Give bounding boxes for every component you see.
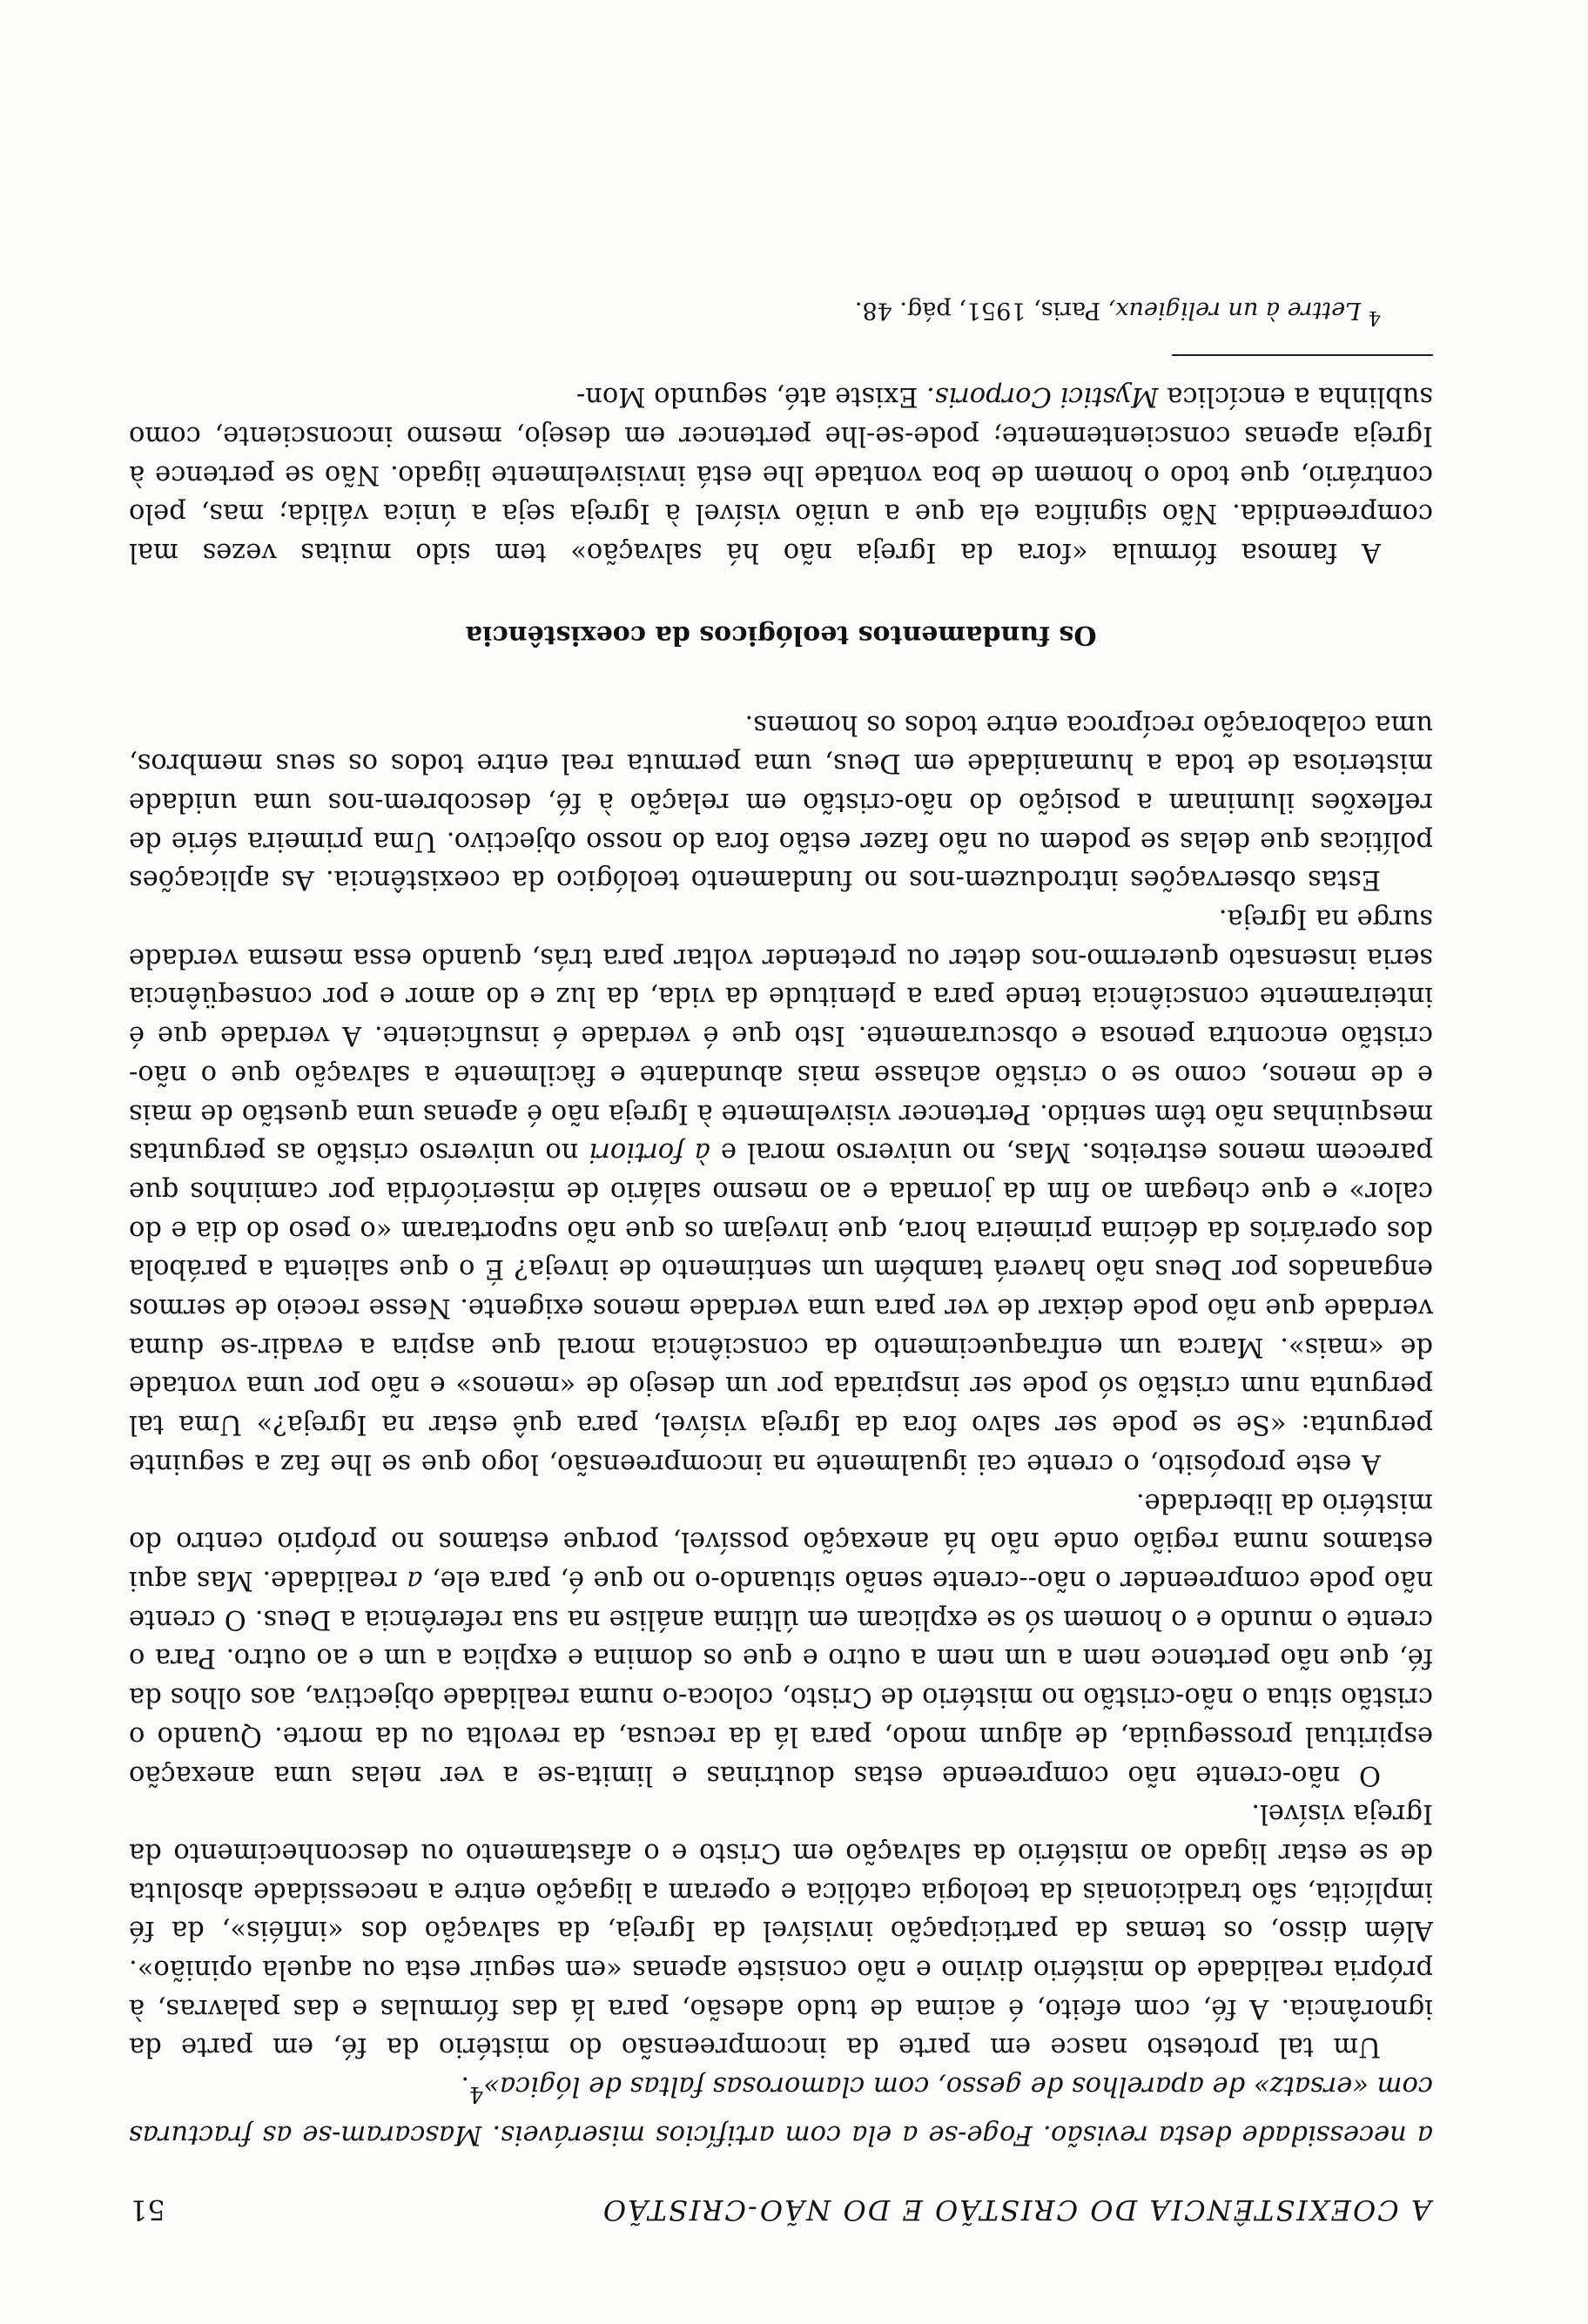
paragraph-4 — [129, 898, 1433, 1482]
page-number: 51 — [130, 2193, 165, 2227]
running-title: A COEXISTÊNCIA DO CRISTÃO E DO NÃO-CRISTÃO — [601, 2193, 1431, 2227]
paragraph-6-text-b: Existe até, segundo Mon- — [575, 381, 918, 413]
footnote-rule — [1172, 354, 1433, 356]
paragraph-6-text-a: A famosa fórmula «fora da Igreja não há salvação» tem sido muitas vezes mal compreendida. Não significa ela que a união visível à Igreja seja a única válida; mas, pelo contrário, que todo o homem de boa vontade lhe está invisivelmente ligado. Não se pertence à Igreja apenas conscientemente; pode-se-lhe pertencer em desejo, mesmo inconsciente, como sublinha a encíclica — [129, 381, 1433, 568]
paragraph-2: Um tal protesto nasce em parte da incompreensão do mistério da fé, em parte da ignorância. A fé, com efeito, é acima de tudo adesão, para lá das fórmulas e das palavras, à própria realidade do mistério divino e não consiste apenas «em seguir esta ou aquela opinião». Além disso, os temas da participação invisível da Igreja, da salvação dos «infiéis», da fé implícita, são tradicionais da teologia católica e operam a ligação entre a necessidade absoluta de se estar ligado ao mistério da salvação em Cristo e o afastamento ou desconhecimento da Igreja visível. — [129, 1798, 1433, 2063]
body-text — [129, 292, 1433, 2153]
footnote-rest: Paris, 1951, pág. 48. — [854, 296, 1101, 324]
paragraph-3 — [129, 1482, 1433, 1794]
paragraph-4-text-b: no universo cristão as perguntas mesquinhas não têm sentido. Pertencer visivelmente à Igreja não é apenas uma questão de mais e de menos, como se o cristão achasse mais abundante e fàcilmente a salvação que o não-cristão encontra penosa e obscuramente. Isto que é verdade é insuficiente. A verdade que é inteiramente consciência tende para a plenitude da vida, da luz e do amor e por conseqüência seria insensato querermo-nos deter ou pretender voltar para trás, quando essa mesma verdade surge na Igreja. — [129, 903, 1433, 1168]
section-heading: Os fundamentos teológicos da coexistência — [465, 619, 1097, 650]
paragraph-5: Estas observações introduzem-nos no fundamento teológico da coexistência. As aplicações políticas que delas se podem ou não fazer estão fora do nosso objectivo. Uma primeira série de reflexões iluminam a posição do não-cristão em relação à fé, descobrem-nos uma unidade misteriosa de toda a humanidade em Deus, uma permuta real entre todos os seus membros, uma colaboração recíproca entre todos os homens. — [129, 709, 1433, 896]
paragraph-4-text-a: A este propósito, o crente cai igualmente na incompreensão, logo que se lhe faz a seguinte pergunta: «Se se pode ser salvo fora da Igreja visível, para quê estar na Igreja?» Uma tal pergunta num cristão só pode ser inspirada por um desejo de «menos» e não por uma vontade de «mais». Marca um enfraquecimento da consciência moral que aspira a evadir-se duma verdade que não pode deixar de ver para uma verdade menos exigente. Nesse receio de sermos enganados por Deus não haverá também um sentimento de inveja? É o que salienta a parábola dos operários da décima primeira hora, que invejam os que não suportaram «o peso do dia e do calor» e que chegam ao fim da jornada e ao mesmo salário de misericórdia por caminhos que parecem menos estreitos. Mas, no universo moral e — [129, 1137, 1433, 1479]
paragraph-3-text-a: O não-crente não compreende estas doutrinas e limita-se a ver nelas uma anexação espiritual prosseguida, de algum modo, para lá da recusa, da revolta ou da morte. Quando o cristão situa o não-cristão no mistério de Cristo, coloca-o numa realidade objectiva, aos olhos da fé, que não pertence nem a um nem a outro e que os domina e explica a um e ao outro. Para o crente o mundo e o homem só se explicam em última análise na sua referência a Deus. O crente não pode compreender o não--crente senão situando-o no que é, para ele, — [129, 1565, 1433, 1790]
footnote — [129, 292, 1433, 335]
paragraph-3-text-b: realidade. Mas aqui estamos numa região onde não há anexação possível, porque estamos no próprio centro do mistério da liberdade. — [129, 1487, 1433, 1595]
paragraph-6 — [129, 377, 1433, 572]
paragraph-1-italic: a necessidade desta revisão. Foge-se a ela com artifícios miseráveis. Mascaram-se as fracturas com «ersatz» de aparelhos de gesso, com clamorosas faltas de lógica» — [129, 2071, 1433, 2150]
footnote-marker: 4 — [1368, 306, 1381, 329]
paragraph-1 — [129, 2065, 1433, 2153]
paragraph-6-italic: Mystici Corporis. — [926, 381, 1159, 413]
footnote-title: Lettre à un religieux, — [1107, 296, 1362, 324]
footnote-ref: 4 — [469, 2082, 484, 2109]
paragraph-3-italic: a — [407, 1565, 423, 1595]
paragraph-4-italic: à fortiori — [589, 1137, 710, 1168]
paragraph-1-end: . — [461, 2071, 470, 2102]
running-head — [130, 2193, 1431, 2227]
